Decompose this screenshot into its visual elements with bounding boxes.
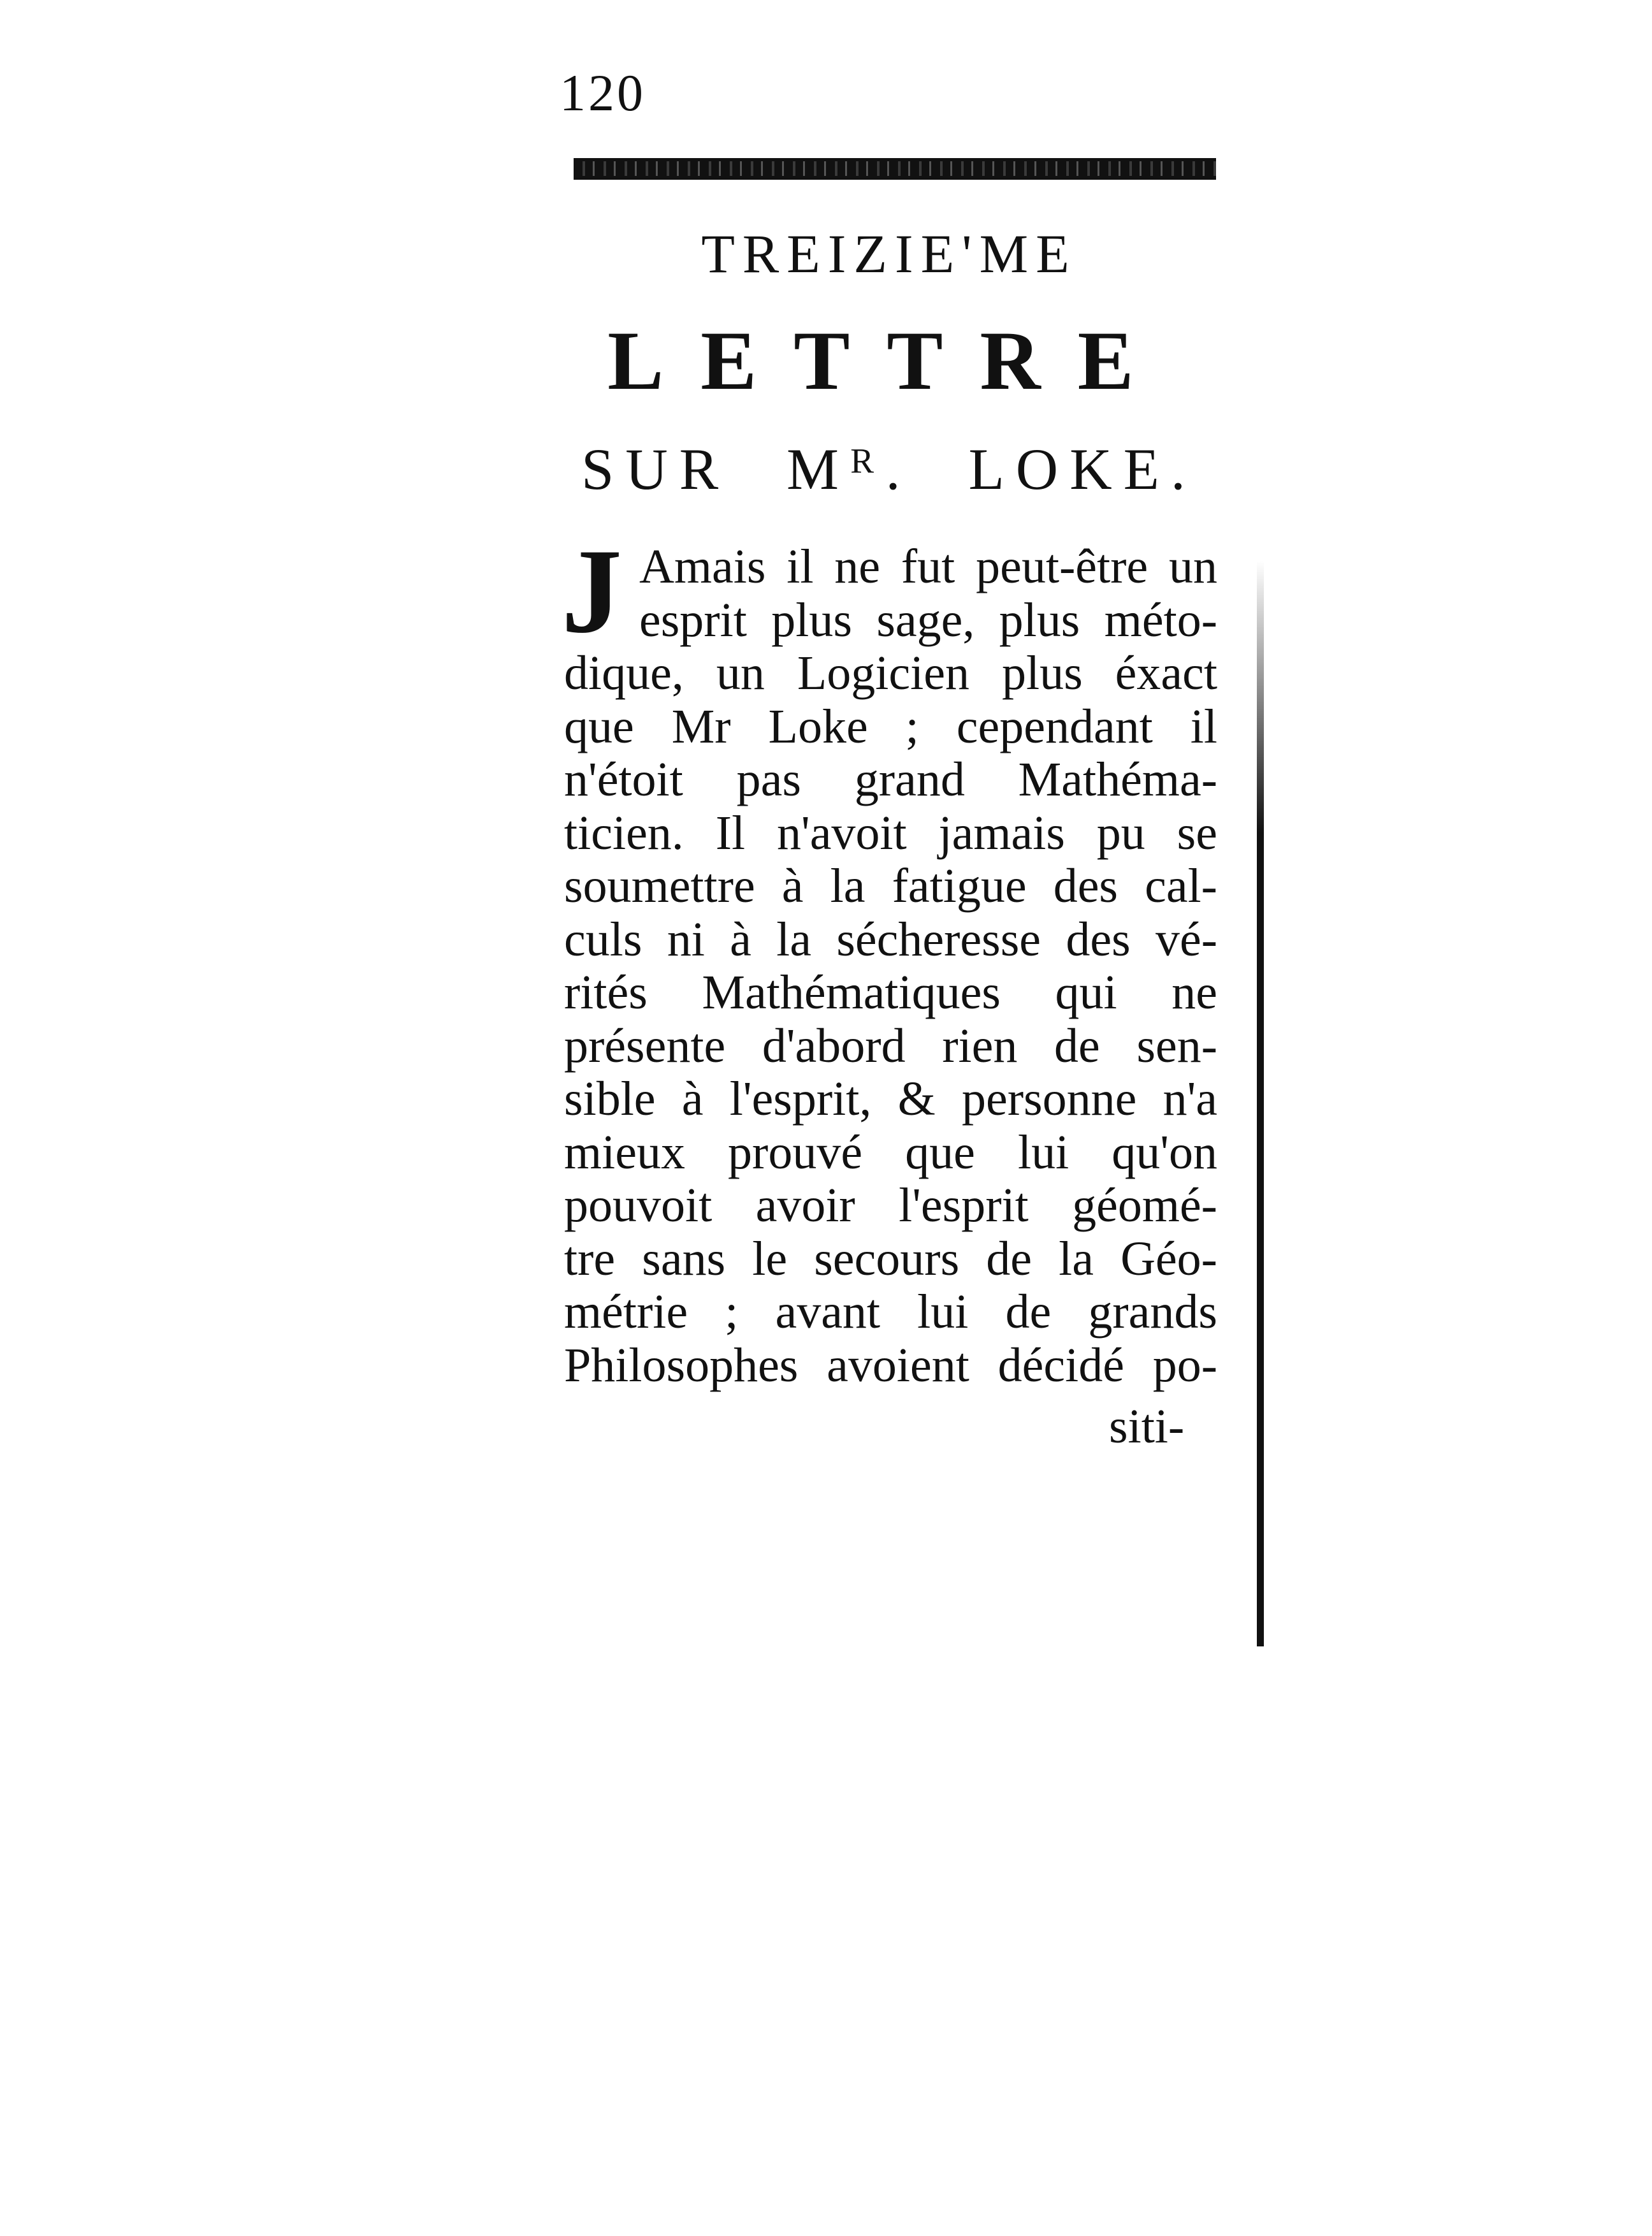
body-line-5: ticien. Il n'avoit jamais pu se <box>564 806 1217 860</box>
catchword: siti- <box>1109 1400 1185 1453</box>
title-line-3: SUR Mᴿ. LOKE. <box>581 437 1197 502</box>
body-line-15: Philosophes avoient décidé po- <box>564 1338 1217 1392</box>
body-line-2: dique, un Logicien plus éxact <box>564 646 1217 700</box>
page-number: 120 <box>560 64 646 122</box>
body-line-8: rités Mathématiques qui ne <box>564 966 1217 1019</box>
body-line-1: esprit plus sage, plus méto- <box>639 593 1217 647</box>
body-line-9: présente d'abord rien de sen- <box>564 1019 1217 1073</box>
body-line-11: mieux prouvé que lui qu'on <box>564 1125 1217 1179</box>
body-line-6: soumettre à la fatigue des cal- <box>564 859 1217 913</box>
scan-edge-bar <box>1257 561 1264 1646</box>
body-line-14: métrie ; avant lui de grands <box>564 1285 1217 1339</box>
body-line-12: pouvoit avoir l'esprit géomé- <box>564 1179 1217 1232</box>
title-line-1: TREIZIE'ME <box>701 223 1077 284</box>
body-line-7: culs ni à la sécheresse des vé- <box>564 912 1217 966</box>
body-line-4: n'étoit pas grand Mathéma- <box>564 753 1217 806</box>
body-line-3: que Mr Loke ; cependant il <box>564 699 1217 753</box>
drop-cap: J <box>562 525 622 658</box>
ornament-rule <box>574 158 1216 180</box>
title-line-2: LETTRE <box>607 314 1171 407</box>
body-line-10: sible à l'esprit, & personne n'a <box>564 1072 1217 1126</box>
body-text <box>562 525 1217 1392</box>
body-first-line: Amais il ne fut peut-être un <box>639 540 1217 593</box>
body-line-13: tre sans le secours de la Géo- <box>564 1231 1217 1286</box>
